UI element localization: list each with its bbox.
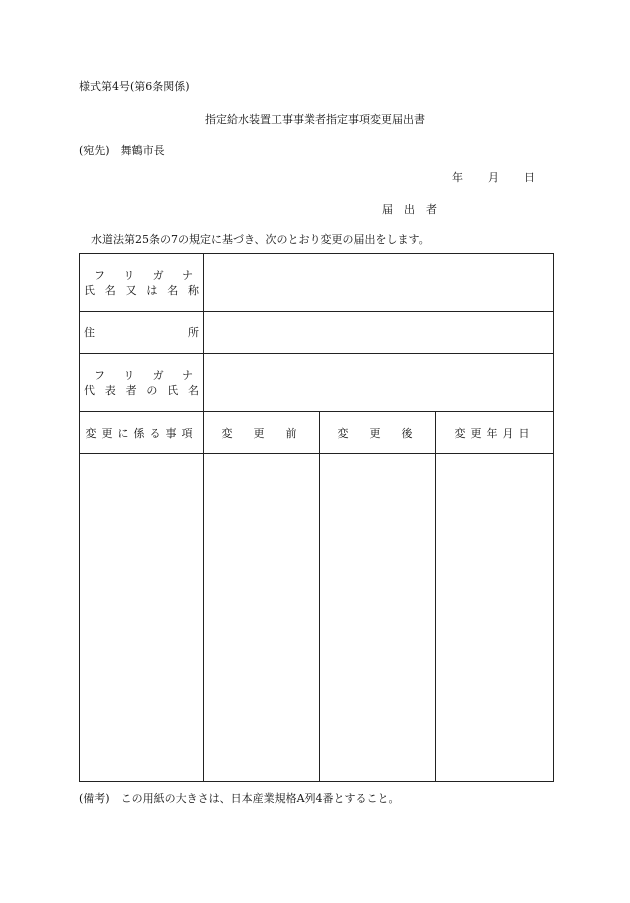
date-day: 日 <box>524 171 535 184</box>
before-field[interactable] <box>204 454 320 782</box>
name-furigana-label: フ リ ガ ナ <box>94 268 193 282</box>
remarks: (備考) この用紙の大きさは、日本産業規格A列4番とすること。 <box>79 792 400 805</box>
change-date-field[interactable] <box>436 454 554 782</box>
form-title: 指定給水装置工事事業者指定事項変更届出書 <box>205 113 425 126</box>
address-label-cell <box>80 312 204 354</box>
rep-furigana-label: フ リ ガ ナ <box>94 368 193 382</box>
header-before: 変 更 前 <box>204 412 320 454</box>
form-number: 様式第4号(第6条関係) <box>79 80 190 93</box>
address-label: 住 所 <box>84 326 199 339</box>
rep-label: 代 表 者 の 氏 名 <box>84 383 199 397</box>
date-year: 年 <box>452 171 463 184</box>
after-field[interactable] <box>320 454 436 782</box>
address-field[interactable] <box>204 312 554 354</box>
header-change-item: 変更に係る事項 <box>80 412 204 454</box>
date-month: 月 <box>488 171 499 184</box>
notifier-label: 届 出 者 <box>382 203 437 216</box>
name-label-cell <box>80 254 204 312</box>
name-field[interactable] <box>204 254 554 312</box>
name-label: 氏 名 又 は 名 称 <box>84 283 199 297</box>
representative-field[interactable] <box>204 354 554 412</box>
statement: 水道法第25条の7の規定に基づき、次のとおり変更の届出をします。 <box>91 233 430 246</box>
header-change-date: 変更年月日 <box>436 412 554 454</box>
change-item-field[interactable] <box>80 454 204 782</box>
addressee: (宛先) 舞鶴市長 <box>79 144 165 157</box>
change-notification-table <box>79 253 554 782</box>
representative-label-cell <box>80 354 204 412</box>
header-after: 変 更 後 <box>320 412 436 454</box>
